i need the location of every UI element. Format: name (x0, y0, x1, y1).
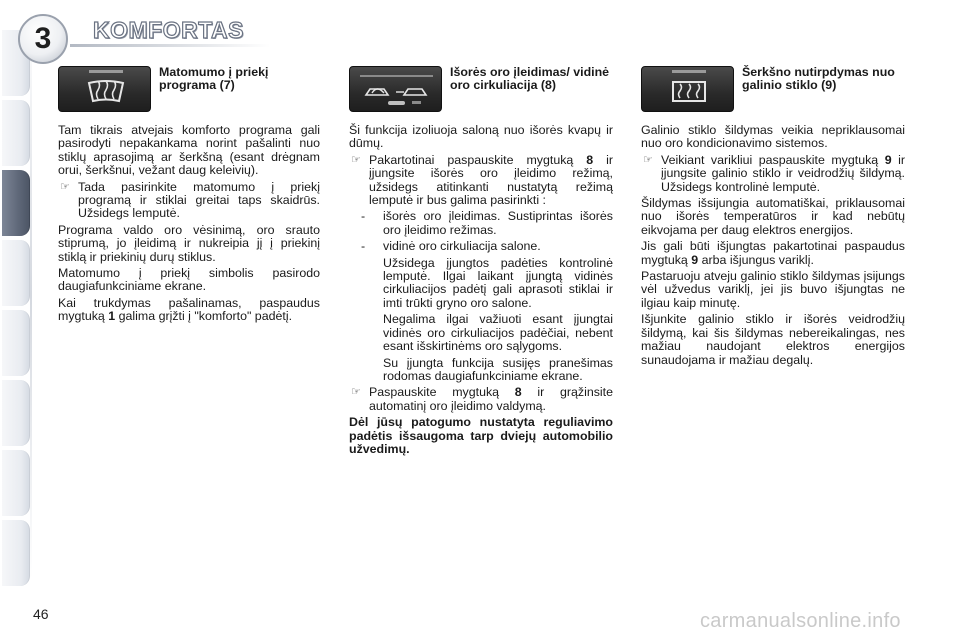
button-number: 8 (586, 152, 594, 167)
option-text: išorės oro įleidimas. Sustiprintas išorės oro įleidimo režimas. (383, 209, 613, 237)
paragraph: Tam tikrais atvejais komforto programa gali pasirodyti nepakankama norint pašalinti nuo stiklų aprasojimą ar šerkšną (esant drėgnam orui, šerkšnui, vežant daug keleivių). (58, 123, 320, 178)
paragraph: Ši funkcija izoliuoja saloną nuo išorės kvapų ir dūmų. (349, 123, 613, 151)
text-fragment: ir įjungsite išorės oro įleidimo režimą, užsidegs atitinkanti nustatytą režimą lemputė ir bus galima pasirinkti : (369, 152, 614, 208)
pointing-hand-icon: ☞ (643, 153, 653, 166)
column-visibility-program (58, 66, 320, 327)
paragraph: Pastaruoju atveju galinio stiklo šildymas įsijungs vėl užvedus variklį, jei jis buvo išjungtas ne ilgiau kaip minutę. (641, 269, 905, 310)
paragraph (58, 297, 320, 324)
paragraph (641, 240, 905, 267)
instruction-item (641, 154, 905, 194)
chapter-tab-5[interactable] (2, 310, 30, 376)
text-fragment: Veikiant varikliui paspauskite mygtuką (661, 152, 885, 167)
section-title: Išorės oro įleidimas/ vidinė oro cirkuliacija (8) (450, 65, 610, 92)
dash-marker: - (361, 239, 366, 254)
text-fragment: galima grįžti į "komforto" padėtį. (115, 309, 293, 324)
text-fragment: Jis gali būti išjungtas pakartotinai paspaudus mygtuką (641, 239, 905, 267)
header-divider (70, 44, 270, 47)
button-number: 9 (691, 252, 699, 267)
sub-paragraph: Užsidega įjungtos padėties kontrolinė lemputė. Ilgai laikant įjungtą vidinės cirkuliacijos padėtį gali aprasoti stiklai ir imti trūkti gryno oro salone. (383, 255, 613, 310)
pointing-hand-icon: ☞ (351, 153, 361, 166)
chapter-tab-3[interactable] (2, 170, 30, 236)
paragraph: Išjunkite galinio stiklo ir išorės veidrodžių šildymą, kai šis šildymas nebereikalingas, nes mažiau naudojant elektros energijos sunaudojama ir mažiau degalų. (641, 312, 905, 367)
text-fragment: Kai trukdymas pašalinamas, paspaudus mygtuką (58, 295, 320, 324)
chapter-tab-6[interactable] (2, 380, 30, 446)
pointing-hand-icon: ☞ (60, 180, 70, 193)
instruction-text (661, 154, 905, 194)
instruction-text (369, 154, 613, 208)
button-number: 9 (884, 152, 892, 167)
paragraph: Šildymas išsijungia automatiškai, priklausomai nuo išorės temperatūros ir kad nebūtų eikvojama per daug elektros energijos. (641, 196, 905, 237)
button-number: 1 (108, 309, 116, 324)
button-number: 8 (514, 385, 522, 400)
air-recirculation-icon (349, 66, 442, 112)
chapter-tab-rail (0, 0, 34, 640)
section-header (58, 66, 320, 116)
chapter-tab-2[interactable] (2, 100, 30, 166)
page-number: 46 (33, 606, 49, 622)
note: Dėl jūsų patogumo nustatyta reguliavimo padėtis išsaugoma tarp dviejų automobilio užvedimų. (349, 415, 613, 456)
instruction-item (349, 154, 613, 208)
paragraph: Galinio stiklo šildymas veikia nepriklausomai nuo oro kondicionavimo sistemos. (641, 123, 905, 151)
text-fragment: arba išjungus variklį. (698, 252, 814, 267)
option-text: vidinė oro cirkuliacija salone. (383, 239, 541, 254)
section-header (349, 66, 613, 116)
rail-line (30, 10, 32, 580)
chapter-number: 3 (18, 14, 68, 64)
sub-paragraph: Su įjungta funkcija susijęs pranešimas rodomas daugiafunkciniame ekrane. (383, 355, 613, 383)
text-fragment: ir įjungsite galinio stiklo ir veidrodžių šildymą. Užsidegs kontrolinė lemputė. (661, 152, 905, 194)
sub-paragraph: Negalima ilgai važiuoti esant įjungtai vidinės oro cirkuliacijos padėčiai, nebent esant išskirtinėms oro sąlygoms. (383, 312, 613, 354)
rear-window-defrost-icon (641, 66, 734, 112)
chapter-tab-7[interactable] (2, 450, 30, 516)
text-fragment: ir grąžinsite automatinį oro įleidimo valdymą. (369, 385, 614, 413)
text-fragment: Pakartotinai paspauskite mygtuką (369, 152, 587, 167)
column-air-intake (349, 66, 613, 459)
instruction-item (58, 181, 320, 221)
windshield-demist-icon (58, 66, 151, 112)
chapter-tab-4[interactable] (2, 240, 30, 306)
watermark: carmanualsonline.info (700, 610, 901, 632)
option-item (361, 210, 613, 237)
paragraph: Programa valdo oro vėsinimą, oro srauto stiprumą, jo įleidimą ir nukreipia jį į priekinį stiklą ir priekinių durų stiklus. (58, 222, 320, 264)
chapter-title: KOMFORTAS (93, 17, 245, 43)
instruction-text: Tada pasirinkite matomumo į priekį programą ir stiklai greitai taps skaidrūs. Užsidegs lemputė. (78, 179, 320, 221)
chapter-tab-8[interactable] (2, 520, 30, 586)
paragraph: Matomumo į priekį simbolis pasirodo daugiafunkciniame ekrane. (58, 266, 320, 294)
instruction-item (349, 386, 613, 413)
instruction-text (369, 386, 613, 413)
section-title: Matomumo į priekį programa (7) (159, 65, 269, 92)
pointing-hand-icon: ☞ (351, 386, 361, 399)
column-rear-defrost (641, 66, 905, 370)
dash-marker: - (361, 209, 366, 224)
text-fragment: Paspauskite mygtuką (369, 385, 515, 400)
section-header (641, 66, 905, 116)
option-item (361, 240, 613, 253)
section-title: Šerkšno nutirpdymas nuo galinio stiklo (9) (742, 65, 895, 92)
